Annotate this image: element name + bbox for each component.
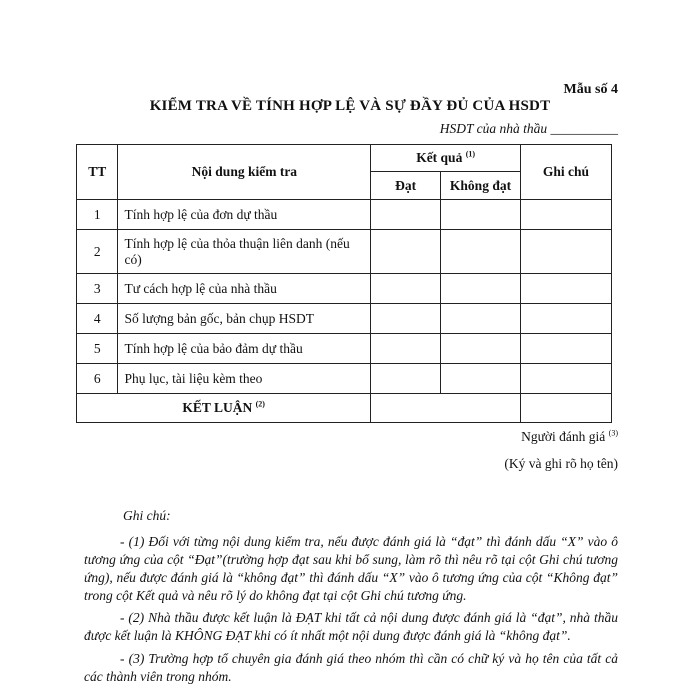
row-remarks-cell[interactable] [520,230,611,274]
row-pass-cell[interactable] [371,334,441,364]
header-tt: TT [77,145,118,200]
row-number: 3 [77,274,118,304]
row-pass-cell[interactable] [371,200,441,230]
conclusion-result-cell[interactable] [371,394,521,423]
row-content: Phụ lục, tài liệu kèm theo [118,364,371,394]
row-content: Tính hợp lệ của thỏa thuận liên danh (nếu có) [118,230,371,274]
table-row [77,274,612,304]
conclusion-remarks-cell[interactable] [520,394,611,423]
table-header-row [77,145,612,172]
row-remarks-cell[interactable] [520,200,611,230]
row-remarks-cell[interactable] [520,274,611,304]
row-fail-cell[interactable] [441,274,521,304]
conclusion-text: KẾT LUẬN [182,400,253,415]
row-content: Tính hợp lệ của đơn dự thầu [118,200,371,230]
header-result-note: (1) [465,149,476,159]
row-remarks-cell[interactable] [520,334,611,364]
row-number: 2 [77,230,118,274]
document-title: KIỂM TRA VỀ TÍNH HỢP LỆ VÀ SỰ ĐẦY ĐỦ CỦA HSDT [149,98,551,114]
header-remarks: Ghi chú [520,145,611,200]
check-table [76,144,612,423]
row-fail-cell[interactable] [441,364,521,394]
header-result [371,145,521,172]
row-number: 4 [77,304,118,334]
form-code: Mẫu số 4 [563,82,618,97]
note-item: - (2) Nhà thầu được kết luận là ĐẠT khi tất cả nội dung được đánh giá là “đạt”, nhà thầu được kết luận là KHÔNG ĐẠT khi có ít nhất một nội dung được đánh giá là “không đạt”. [84,610,618,643]
row-pass-cell[interactable] [371,364,441,394]
row-remarks-cell[interactable] [520,364,611,394]
header-pass: Đạt [371,172,441,200]
row-fail-cell[interactable] [441,304,521,334]
row-number: 6 [77,364,118,394]
conclusion-note: (2) [255,399,265,409]
table-row [77,364,612,394]
row-fail-cell[interactable] [441,334,521,364]
notes-title: Ghi chú: [123,508,171,523]
row-content: Tư cách hợp lệ của nhà thầu [118,274,371,304]
table-row [77,200,612,230]
table-row [77,334,612,364]
header-result-label: Kết quả [416,150,463,165]
note-item: - (3) Trường hợp tổ chuyên gia đánh giá theo nhóm thì cần có chữ ký và họ tên của tất cả các thành viên trong nhóm. [84,651,618,684]
conclusion-row [77,394,612,423]
signature-hint: (Ký và ghi rõ họ tên) [504,456,618,471]
table-row [77,304,612,334]
evaluator-note: (3) [608,428,618,438]
row-content: Số lượng bản gốc, bản chụp HSDT [118,304,371,334]
subtitle-blank: __________ [550,121,618,136]
row-pass-cell[interactable] [371,274,441,304]
evaluator-label [521,429,618,445]
header-content: Nội dung kiểm tra [118,145,371,200]
row-pass-cell[interactable] [371,304,441,334]
row-remarks-cell[interactable] [520,304,611,334]
row-number: 1 [77,200,118,230]
row-pass-cell[interactable] [371,230,441,274]
note-item: - (1) Đối với từng nội dung kiểm tra, nếu được đánh giá là “đạt” thì đánh dấu “X” vào ô tương ứng của cột “Đạt”(trường hợp đạt sau khi bổ sung, làm rõ thì nêu rõ tại cột Ghi chú tương ứng), nếu được đánh giá là “không đạt” thì đánh dấu “X” vào ô tương ứng của cột “Không đạt” trong cột Kết quả và nêu rõ lý do không đạt tại cột Ghi chú tương ứng. [84,534,618,603]
evaluator-text: Người đánh giá [521,429,606,444]
document-subtitle [440,121,618,137]
row-content: Tính hợp lệ của bảo đảm dự thầu [118,334,371,364]
table-row [77,230,612,274]
conclusion-label [77,394,371,423]
row-number: 5 [77,334,118,364]
row-fail-cell[interactable] [441,200,521,230]
row-fail-cell[interactable] [441,230,521,274]
header-fail: Không đạt [441,172,521,200]
subtitle-text: HSDT của nhà thầu [439,121,548,136]
